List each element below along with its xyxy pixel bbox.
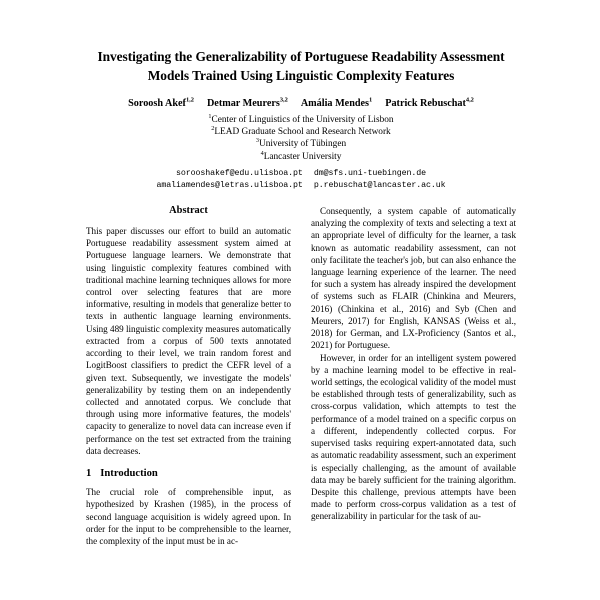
author-email[interactable]: amaliamendes@letras.ulisboa.pt — [156, 180, 303, 190]
email-list — [86, 168, 516, 192]
affiliation-item — [86, 138, 516, 150]
author-email[interactable]: dm@sfs.uni-tuebingen.de — [313, 168, 427, 178]
left-column — [86, 205, 291, 547]
section-title: Introduction — [100, 468, 158, 480]
author-name: Detmar Meurers — [206, 98, 280, 110]
affiliation-item — [86, 114, 516, 126]
introduction-paragraph: The crucial role of comprehensible input, as hypothesized by Krashen (1985), in the process of second language acquisition is widely agreed upon. In order for the input to be comprehensible to the learner, the complexity of the input must be in ac- — [86, 487, 291, 546]
affiliation-list — [86, 114, 516, 163]
body-columns — [86, 205, 516, 547]
author-entry — [301, 98, 372, 109]
author-affiliation-marker: 1,2 — [185, 96, 194, 104]
author-name: Amália Mendes — [300, 98, 370, 110]
affiliation-item — [86, 126, 516, 138]
email-line — [86, 168, 516, 180]
right-column-paragraph-2: However, in order for an intelligent system powered by a machine learning model to be effective in real-world settings, the ecological validity of the model must be established through tests of generalizability, such as cross-corpus validation, which attempts to test the performance of a model trained on a specific corpus on a different, independently collected corpus. For supervised tasks requiring expert-annotated data, such as automatic readability assessment, such an experiment is especially challenging, as the amount of available data may be barely sufficient for the training algorithm. Despite this challenge, previous attempts have been made to perform cross-corpus validation as a test of generalizability in particular for the task of au- — [311, 352, 516, 522]
affiliation-text: LEAD Graduate School and Research Network — [214, 127, 391, 138]
author-email[interactable]: sorooshakef@edu.ulisboa.pt — [175, 168, 303, 178]
affiliation-marker: 2 — [211, 124, 215, 132]
affiliation-text: Lancaster University — [263, 151, 342, 162]
author-affiliation-marker: 3,2 — [279, 96, 288, 104]
affiliation-text: Center of Linguistics of the University of Lisbon — [211, 114, 394, 125]
author-entry — [207, 98, 288, 109]
author-affiliation-marker: 4,2 — [465, 96, 474, 104]
right-column-paragraph-1: Consequently, a system capable of automatically analyzing the complexity of texts and selecting a text at an appropriate level of difficulty for the learner, a task known as automatic readability assessment, can not only facilitate the teacher's job, but can also enhance the language learning experience of the learner. The need for such a system has already inspired the development of systems such as FLAIR (Chinkina and Meurers, 2016) (Chinkina et al., 2016) and Syb (Chen and Meurers, 2017) for English, KANSAS (Weiss et al., 2018) for German, and LX-Proficiency (Santos et al., 2021) for Portuguese. — [311, 205, 516, 351]
affiliation-marker: 4 — [260, 149, 264, 157]
right-column — [311, 205, 516, 547]
author-list — [86, 98, 516, 111]
page-title: Investigating the Generalizability of Portuguese Readability Assessment Models Trained Using Linguistic Complexity Features — [97, 49, 505, 84]
paper-content — [86, 0, 516, 547]
email-line — [86, 180, 516, 192]
affiliation-item — [86, 151, 516, 163]
author-entry — [385, 98, 474, 109]
author-name: Patrick Rebuschat — [385, 98, 466, 110]
author-entry — [128, 98, 194, 109]
affiliation-text: University of Tübingen — [258, 139, 347, 150]
abstract-text: This paper discusses our effort to build an automatic Portuguese readability assessment system aimed at Portuguese language learners. We demonstrate that using linguistic complexity features combined with traditional machine learning techniques allows for more control over selecting features that are more informative, resulting in models that generalize better to texts in authentic language learning environments. Using 489 linguistic complexity measures automatically extracted from a corpus of 500 texts annotated according to their level, we train random forest and LogitBoost classifiers to predict the CEFR level of a given text. Subsequently, we investigate the models' generalizability by testing them on an independently collected and annotated corpus. We conclude that through using more informative features, the models' capacity to generalize to novel data can increase even if performance on the test set extracted from the training data decreases. — [86, 225, 291, 456]
affiliation-marker: 1 — [208, 112, 212, 120]
section-number: 1 — [86, 468, 92, 480]
section-heading-introduction — [86, 468, 291, 479]
abstract-heading: Abstract — [169, 204, 208, 216]
affiliation-marker: 3 — [255, 137, 259, 145]
author-affiliation-marker: 1 — [369, 96, 373, 104]
author-name: Soroosh Akef — [128, 98, 186, 110]
author-email[interactable]: p.rebuschat@lancaster.ac.uk — [313, 180, 446, 190]
